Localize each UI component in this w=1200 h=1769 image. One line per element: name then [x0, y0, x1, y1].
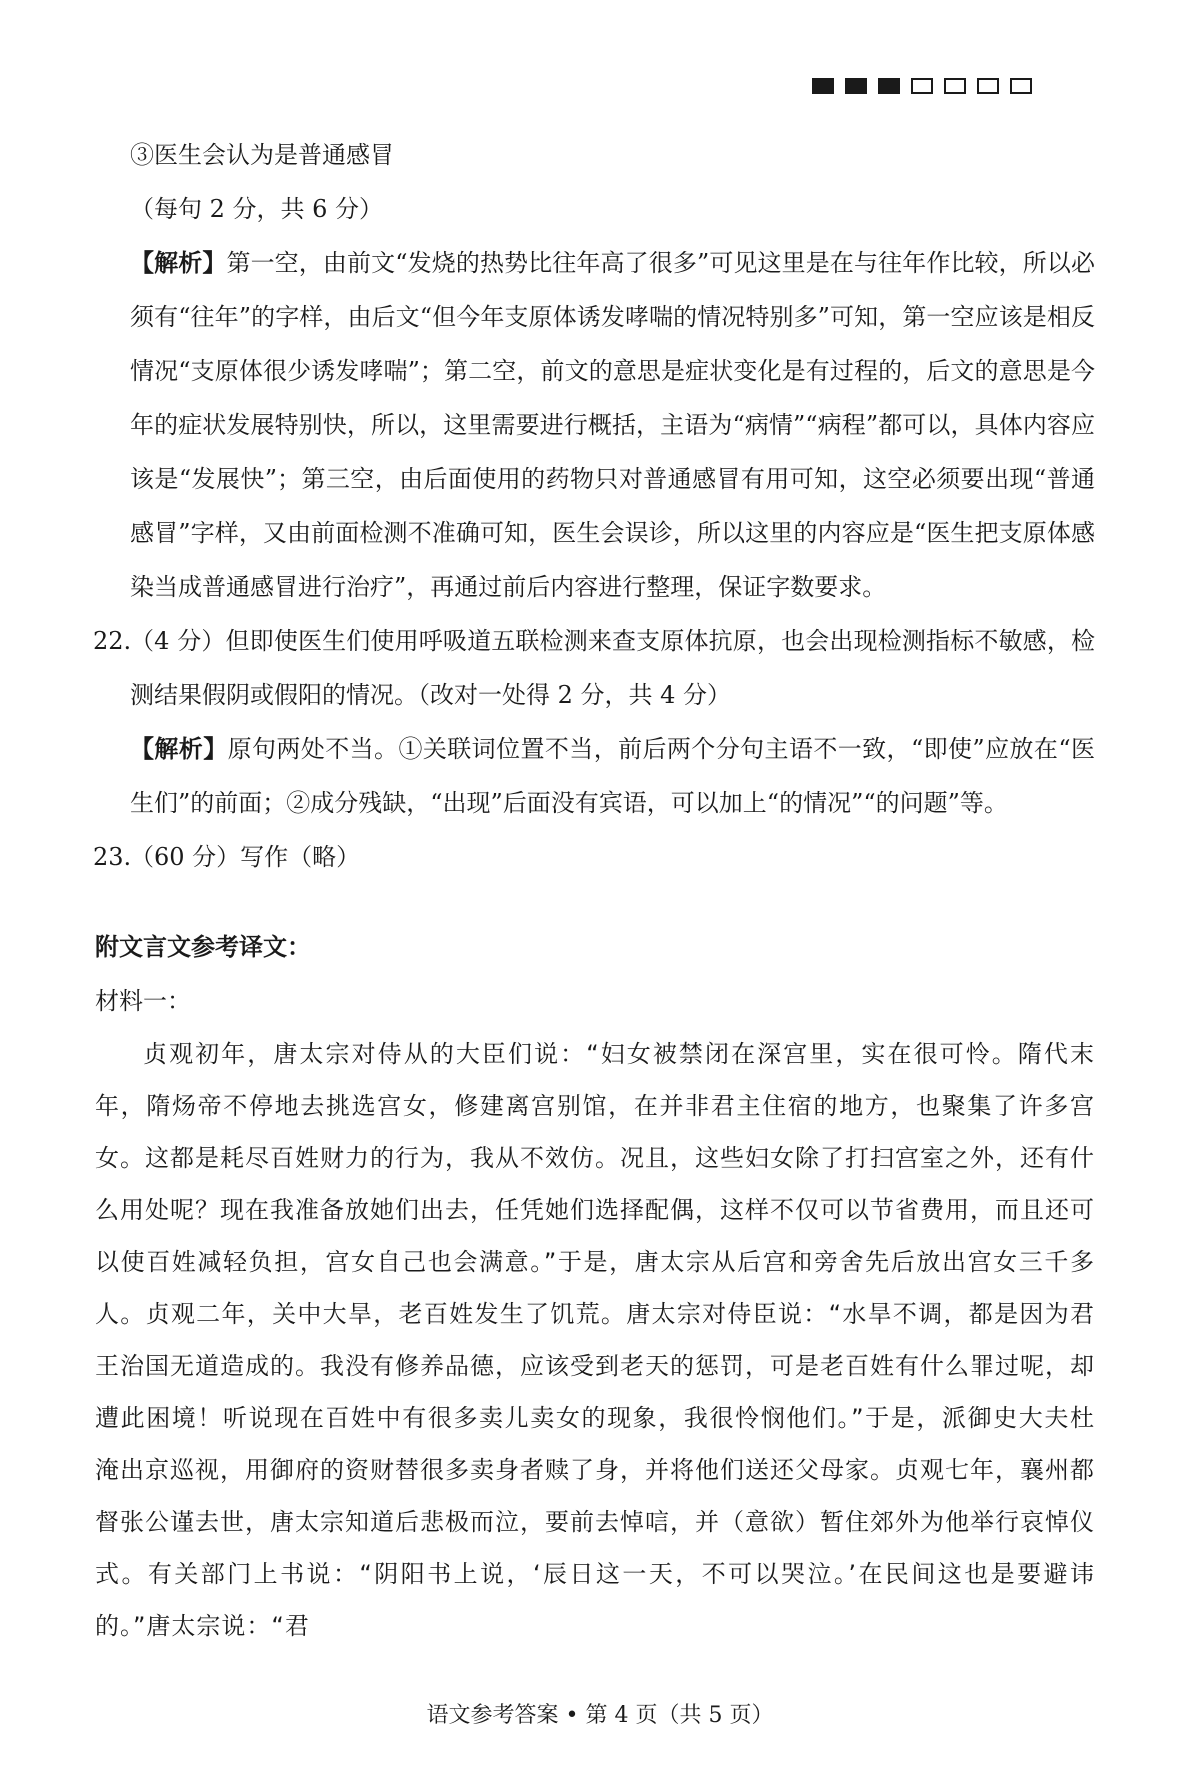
progress-square-filled [812, 78, 834, 94]
analysis-22 [95, 722, 1095, 830]
question-23 [95, 830, 1095, 884]
progress-square-empty [944, 78, 966, 94]
question-22-number: 22. [93, 627, 132, 655]
translation-text: 贞观初年，唐太宗对侍从的大臣们说：“妇女被禁闭在深宫里，实在很可怜。隋代末年，隋炀帝不停地去挑选宫女，修建离宫别馆，在并非君主住宿的地方，也聚集了许多宫女。这都是耗尽百姓财力的行为，我从不效仿。况且，这些妇女除了打扫宫室之外，还有什么用处呢？现在我准备放她们出去，任凭她们选择配偶，这样不仅可以节省费用，而且还可以使百姓减轻负担，宫女自己也会满意。”于是，唐太宗从后宫和旁舍先后放出宫女三千多人。贞观二年，关中大旱，老百姓发生了饥荒。唐太宗对侍臣说：“水旱不调，都是因为君王治国无道造成的。我没有修养品德，应该受到老天的惩罚，可是老百姓有什么罪过呢，却遭此困境！听说现在百姓中有很多卖儿卖女的现象，我很怜悯他们。”于是，派御史大夫杜淹出京巡视，用御府的资财替很多卖身者赎了身，并将他们送还父母家。贞观七年，襄州都督张公谨去世，唐太宗知道后悲极而泣，要前去悼唁，并（意欲）暂住郊外为他举行哀悼仪式。有关部门上书说：“阴阳书上说，‘辰日这一天，不可以哭泣。’在民间这也是要避讳的。”唐太宗说：“君 [95, 1040, 1095, 1640]
answer-content [95, 128, 1095, 1652]
progress-square-empty [911, 78, 933, 94]
page-footer: 语文参考答案 • 第 4 页（共 5 页） [426, 1703, 774, 1728]
progress-square-empty [1010, 78, 1032, 94]
question-23-text: （60 分）写作（略） [130, 843, 361, 871]
question-22 [95, 614, 1095, 722]
answer-line-3: ③医生会认为是普通感冒 [130, 141, 394, 169]
analysis-21-text: 第一空，由前文“发烧的热势比往年高了很多”可见这里是在与往年作比较，所以必须有“往年”的字样，由后文“但今年支原体诱发哮喘的情况特别多”可知，第一空应该是相反情况“支原体很少诱发哮喘”；第二空，前文的意思是症状变化是有过程的，后文的意思是今年的症状发展特别快，所以，这里需要进行概括，主语为“病情”“病程”都可以，具体内容应该是“发展快”；第三空，由后面使用的药物只对普通感冒有用可知，这空必须要出现“普通感冒”字样，又由前面检测不准确可知，医生会误诊，所以这里的内容应是“医生把支原体感染当成普通感冒进行治疗”，再通过前后内容进行整理，保证字数要求。 [130, 249, 1095, 601]
appendix-section [95, 920, 1095, 1652]
scoring-note-21: （每句 2 分，共 6 分） [130, 195, 384, 223]
analysis-22-text: 原句两处不当。①关联词位置不当，前后两个分句主语不一致，“即使”应放在“医生们”的前面；②成分残缺，“出现”后面没有宾语，可以加上“的情况”“的问题”等。 [130, 735, 1095, 817]
progress-square-filled [878, 78, 900, 94]
appendix-heading: 附文言文参考译文： [95, 933, 311, 961]
analysis-label: 【解析】 [130, 735, 228, 763]
question-22-text: （4 分）但即使医生们使用呼吸道五联检测来查支原体抗原，也会出现检测指标不敏感，检测结果假阴或假阳的情况。（改对一处得 2 分，共 4 分） [130, 627, 1095, 709]
analysis-21 [95, 236, 1095, 614]
page-progress-indicator [812, 78, 1032, 94]
material-label: 材料一： [95, 987, 191, 1015]
analysis-label: 【解析】 [130, 249, 227, 277]
question-23-number: 23. [93, 843, 132, 871]
progress-square-empty [977, 78, 999, 94]
progress-square-filled [845, 78, 867, 94]
